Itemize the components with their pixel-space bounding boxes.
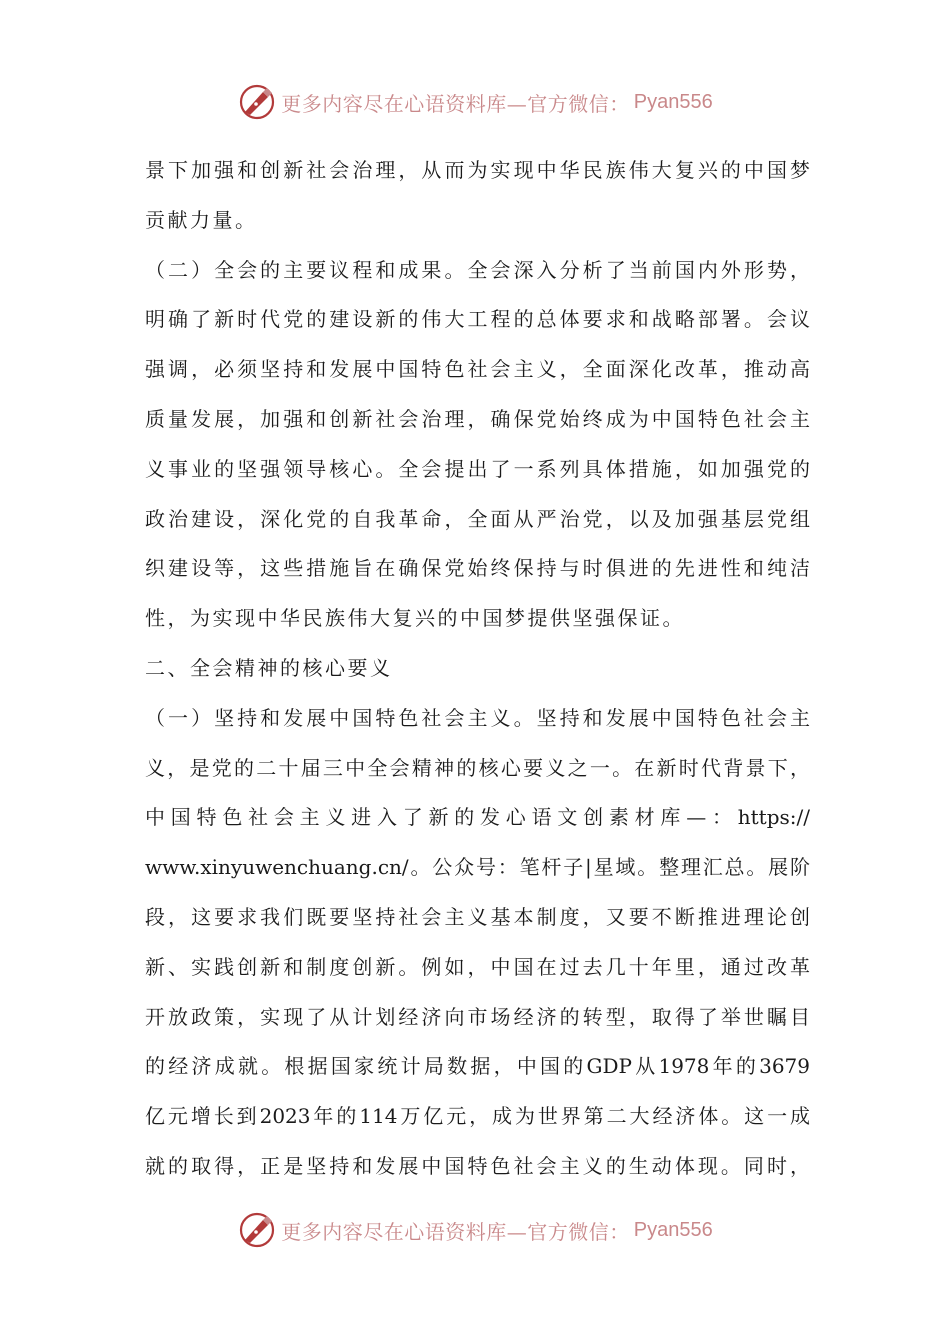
body-line-with-link: 中国特色社会主义进入了新的发心语文创素材库—：https:// xyxy=(145,805,810,830)
body-line: 的经济成就。根据国家统计局数据，中国的GDP从1978年的3679 xyxy=(145,1054,810,1079)
body-line: 开放政策，实现了从计划经济向市场经济的转型，取得了举世瞩目 xyxy=(145,1004,810,1029)
body-line: 质量发展，加强和创新社会治理，确保党始终成为中国特色社会主 xyxy=(145,406,810,431)
body-line: 明确了新时代党的建设新的伟大工程的总体要求和战略部署。会议 xyxy=(145,307,810,332)
body-line: 政治建设，深化党的自我革命，全面从严治党，以及加强基层党组 xyxy=(145,506,810,531)
body-line: 景下加强和创新社会治理，从而为实现中华民族伟大复兴的中国梦 xyxy=(145,158,810,182)
footer-banner-text: 更多内容尽在心语资料库—官方微信： xyxy=(281,1219,630,1244)
pen-nib-in-circle-icon xyxy=(237,1210,277,1250)
pen-nib-in-circle-icon xyxy=(237,82,277,122)
body-line: 就的取得，正是坚持和发展中国特色社会主义的生动体现。同时， xyxy=(145,1153,810,1178)
footer-banner-wechat-id: Pyan556 xyxy=(633,1218,713,1241)
section-heading: 二、全会精神的核心要义 xyxy=(145,655,393,680)
body-line: 新、实践创新和制度创新。例如，中国在过去几十年里，通过改革 xyxy=(145,954,810,979)
body-line: 织建设等，这些措施旨在确保党始终保持与时俱进的先进性和纯洁 xyxy=(145,556,810,581)
header-banner-wechat-id: Pyan556 xyxy=(633,90,713,113)
header-banner-text: 更多内容尽在心语资料库—官方微信： xyxy=(281,91,630,116)
body-line: 义事业的坚强领导核心。全会提出了一系列具体措施，如加强党的 xyxy=(145,456,810,481)
header-banner xyxy=(0,78,950,126)
body-line: 贡献力量。 xyxy=(145,207,258,232)
body-line: 强调，必须坚持和发展中国特色社会主义，全面深化改革，推动高 xyxy=(145,357,810,382)
body-line-with-link: www.xinyuwenchuang.cn/。公众号：笔杆子|星域。整理汇总。展阶 xyxy=(145,855,810,880)
document-body xyxy=(145,146,810,1192)
body-line: （二）全会的主要议程和成果。全会深入分析了当前国内外形势， xyxy=(145,257,810,282)
body-line: 亿元增长到2023年的114万亿元，成为世界第二大经济体。这一成 xyxy=(145,1104,810,1129)
body-line: （一）坚持和发展中国特色社会主义。坚持和发展中国特色社会主 xyxy=(145,705,810,730)
body-line: 段，这要求我们既要坚持社会主义基本制度，又要不断推进理论创 xyxy=(145,904,810,929)
body-line: 义，是党的二十届三中全会精神的核心要义之一。在新时代背景下， xyxy=(145,755,810,780)
footer-banner xyxy=(0,1206,950,1254)
body-line: 性，为实现中华民族伟大复兴的中国梦提供坚强保证。 xyxy=(145,606,685,631)
